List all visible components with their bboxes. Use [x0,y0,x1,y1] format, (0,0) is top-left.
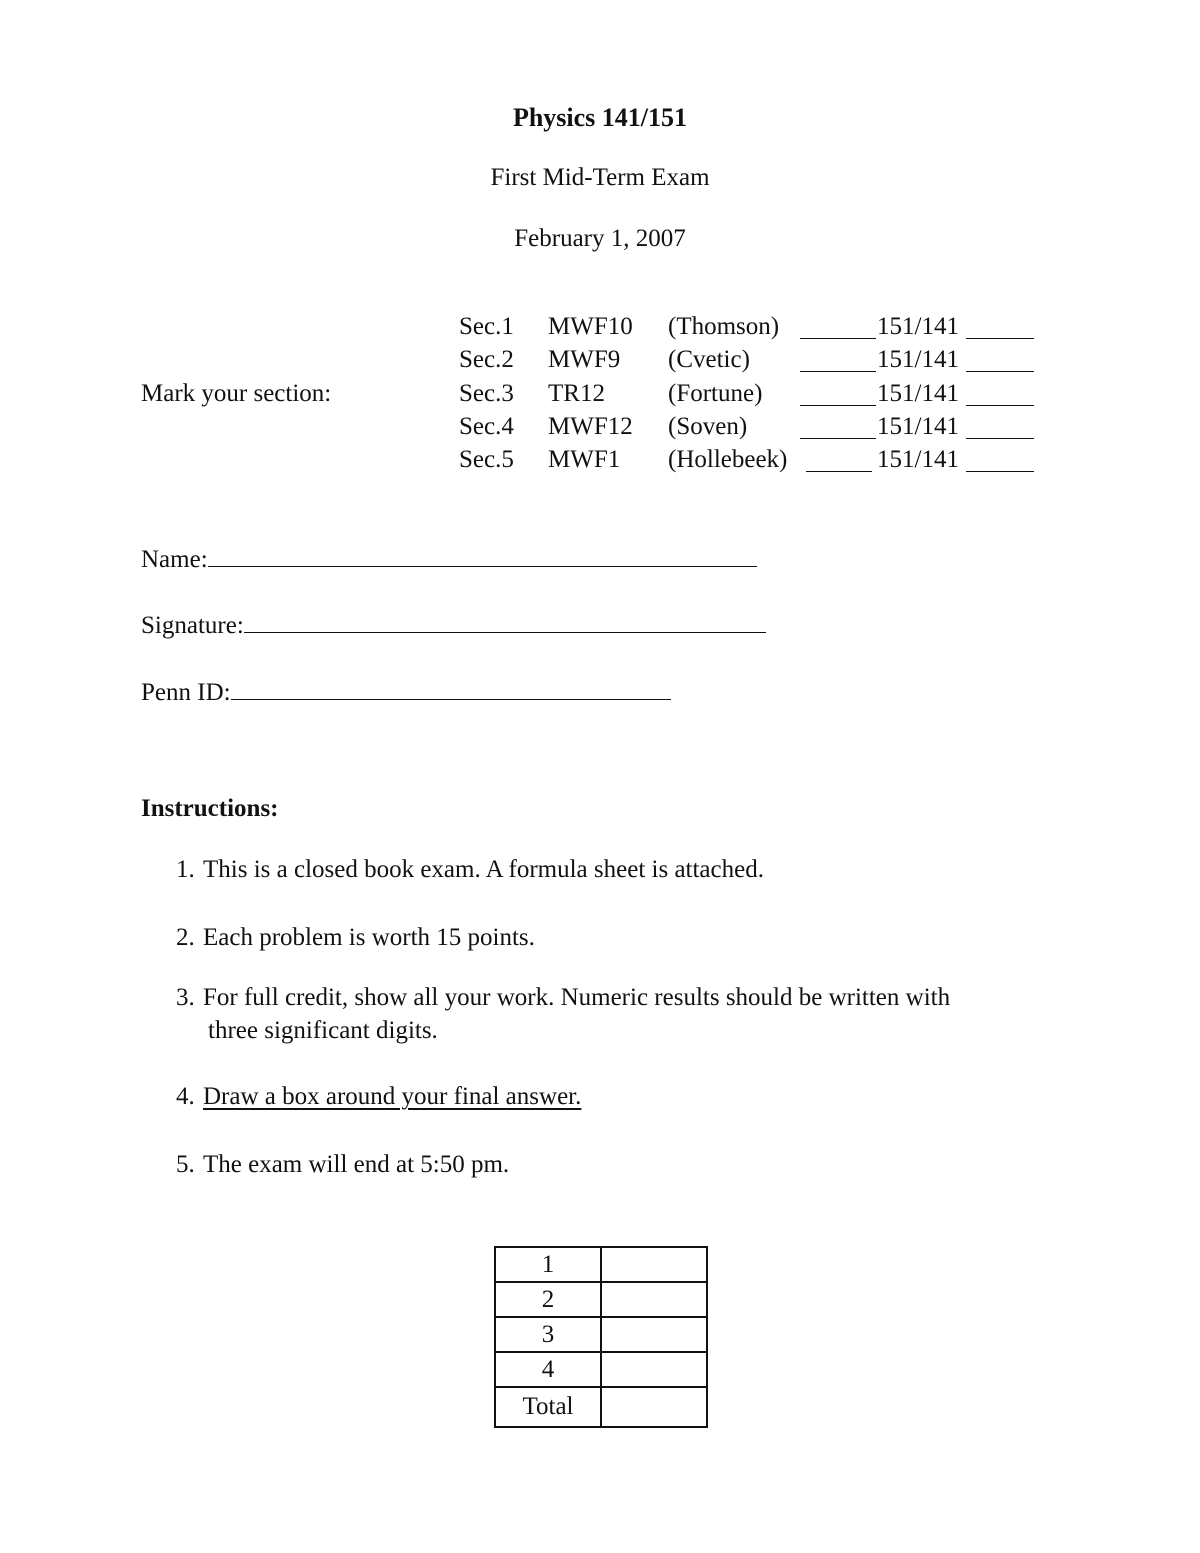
section-course: 151/141 [877,313,959,340]
section-instructor: (Thomson) [668,313,780,340]
instructions-heading: Instructions: [141,795,279,822]
instruction-number: 1. [176,856,195,883]
section-mark-blank[interactable] [800,437,876,439]
section-course: 151/141 [877,346,959,373]
problem-label: 4 [495,1352,601,1387]
score-cell[interactable] [601,1317,707,1352]
mark-section-label: Mark your section: [141,380,332,407]
score-table [494,1246,708,1428]
section-instructor: (Fortune) [668,380,763,407]
instruction-text: Draw a box around your final answer. [203,1083,582,1110]
section-time: TR12 [548,380,605,407]
section-number: Sec.3 [459,380,514,407]
instruction-item [176,1083,581,1111]
signature-field [141,612,766,640]
exam-date: February 1, 2007 [514,225,686,252]
exam-subtitle: First Mid-Term Exam [490,164,710,191]
name-input-line[interactable] [208,546,757,567]
instruction-text: The exam will end at 5:50 pm. [203,1151,510,1178]
instruction-number: 2. [176,924,195,951]
section-mark-blank[interactable] [966,337,1034,339]
problem-label: 1 [495,1247,601,1282]
instruction-number: 5. [176,1151,195,1178]
problem-label: 3 [495,1317,601,1352]
section-number: Sec.2 [459,346,514,373]
total-label: Total [495,1387,601,1427]
section-instructor: (Hollebeek) [668,446,788,473]
pennid-field [141,679,671,707]
section-number: Sec.5 [459,446,514,473]
pennid-label: Penn ID: [141,679,231,706]
signature-label: Signature: [141,612,244,639]
score-cell[interactable] [601,1352,707,1387]
section-course: 151/141 [877,413,959,440]
section-mark-blank[interactable] [966,470,1034,472]
instruction-number: 4. [176,1083,195,1110]
instruction-continuation: three significant digits. [208,1017,438,1044]
instruction-text: This is a closed book exam. A formula sheet is attached. [203,856,764,883]
name-label: Name: [141,546,208,573]
section-instructor: (Cvetic) [668,346,750,373]
instruction-item [176,984,950,1012]
section-number: Sec.1 [459,313,514,340]
section-mark-blank[interactable] [800,370,876,372]
section-number: Sec.4 [459,413,514,440]
exam-title: Physics 141/151 [512,103,688,132]
section-time: MWF10 [548,313,633,340]
section-mark-blank[interactable] [806,470,872,472]
instruction-item [176,856,764,884]
section-course: 151/141 [877,380,959,407]
instruction-text: Each problem is worth 15 points. [203,924,535,951]
section-instructor: (Soven) [668,413,748,440]
table-row [495,1247,707,1282]
section-mark-blank[interactable] [966,370,1034,372]
section-time: MWF12 [548,413,633,440]
section-mark-blank[interactable] [800,337,876,339]
instruction-text: For full credit, show all your work. Numeric results should be written with [203,984,951,1011]
section-time: MWF9 [548,346,621,373]
instruction-item [176,924,535,952]
table-row-total [495,1387,707,1427]
total-score-cell[interactable] [601,1387,707,1427]
score-cell[interactable] [601,1247,707,1282]
problem-label: 2 [495,1282,601,1317]
instruction-number: 3. [176,984,195,1011]
section-course: 151/141 [877,446,959,473]
table-row [495,1282,707,1317]
section-mark-blank[interactable] [966,437,1034,439]
table-row [495,1317,707,1352]
score-cell[interactable] [601,1282,707,1317]
instruction-item [176,1151,509,1179]
section-mark-blank[interactable] [966,404,1034,406]
pennid-input-line[interactable] [231,679,671,700]
section-mark-blank[interactable] [800,404,876,406]
signature-input-line[interactable] [244,612,766,633]
table-row [495,1352,707,1387]
section-time: MWF1 [548,446,621,473]
name-field [141,546,757,574]
